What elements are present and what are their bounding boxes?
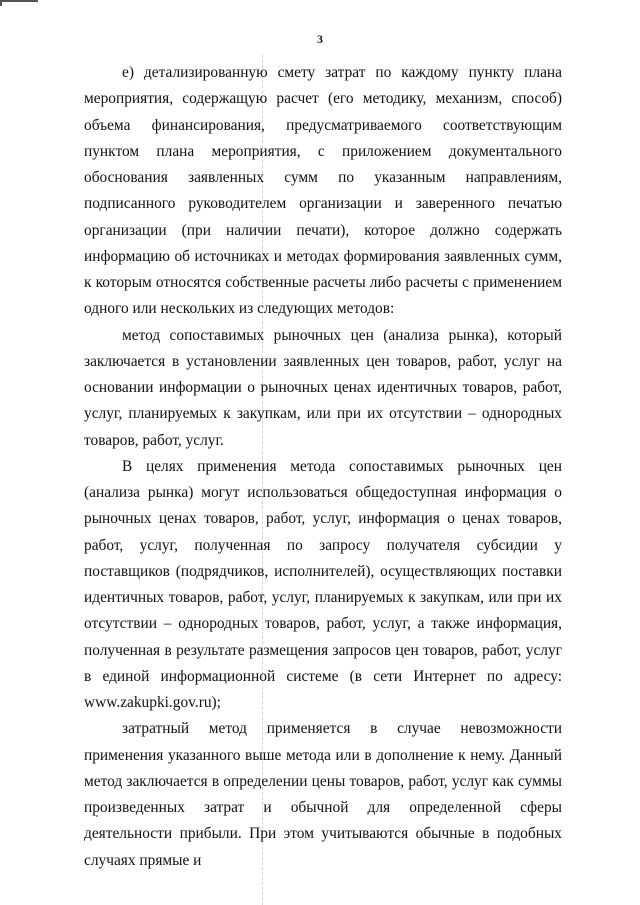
paragraph-market-analysis-info: В целях применения метода сопоставимых рыночных цен (анализа рынка) могут использоваться общедоступная информация о рыночных ценах товаров, работ, услуг, информация о ценах товаров, работ, услуг, полученная по запросу получателя субсидии у поставщиков (подрядчиков, исполнителей), осуществляющих поставки идентичных товаров, работ, услуг, планируемых к закупкам, или при их отсутствии – однородных товаров, работ, услуг, а также информация, полученная в результате размещения запросов цен товаров, работ, услуг в единой информационной системе (в сети Интернет по адресу: www.zakupki.gov.ru); <box>84 457 562 711</box>
document-body <box>84 60 562 874</box>
scan-corner-mark <box>0 0 38 2</box>
page-number: 3 <box>317 32 323 46</box>
paragraph-market-price-method: метод сопоставимых рыночных цен (анализа рынка), который заключается в установлении заявленных цен товаров, работ, услуг на основании информации о рыночных ценах идентичных товаров, работ, услуг, планируемых к закупкам, или при их отсутствии – однородных товаров, работ, услуг. <box>84 326 562 449</box>
paragraph-cost-method: затратный метод применяется в случае невозможности применения указанного выше метода или в дополнение к нему. Данный метод заключается в определении цены товаров, работ, услуг как суммы произведенных затрат и обычной для определенной сферы деятельности прибыли. При этом учитываются обычные в подобных случаях прямые и <box>84 720 562 869</box>
paragraph-detailed-estimate: е) детализированную смету затрат по каждому пункту плана мероприятия, содержащую расчет (его методику, механизм, способ) объема финансирования, предусматриваемого соответствующим пунктом плана мероприятия, с приложением документального обоснования заявленных сумм по указанным направлениям, подписанного руководителем организации и заверенного печатью организации (при наличии печати), которое должно содержать информацию об источниках и методах формирования заявленных сумм, к которым относятся собственные расчеты либо расчеты с применением одного или нескольких из следующих методов: <box>84 64 562 318</box>
scan-corner-mark <box>0 0 2 6</box>
